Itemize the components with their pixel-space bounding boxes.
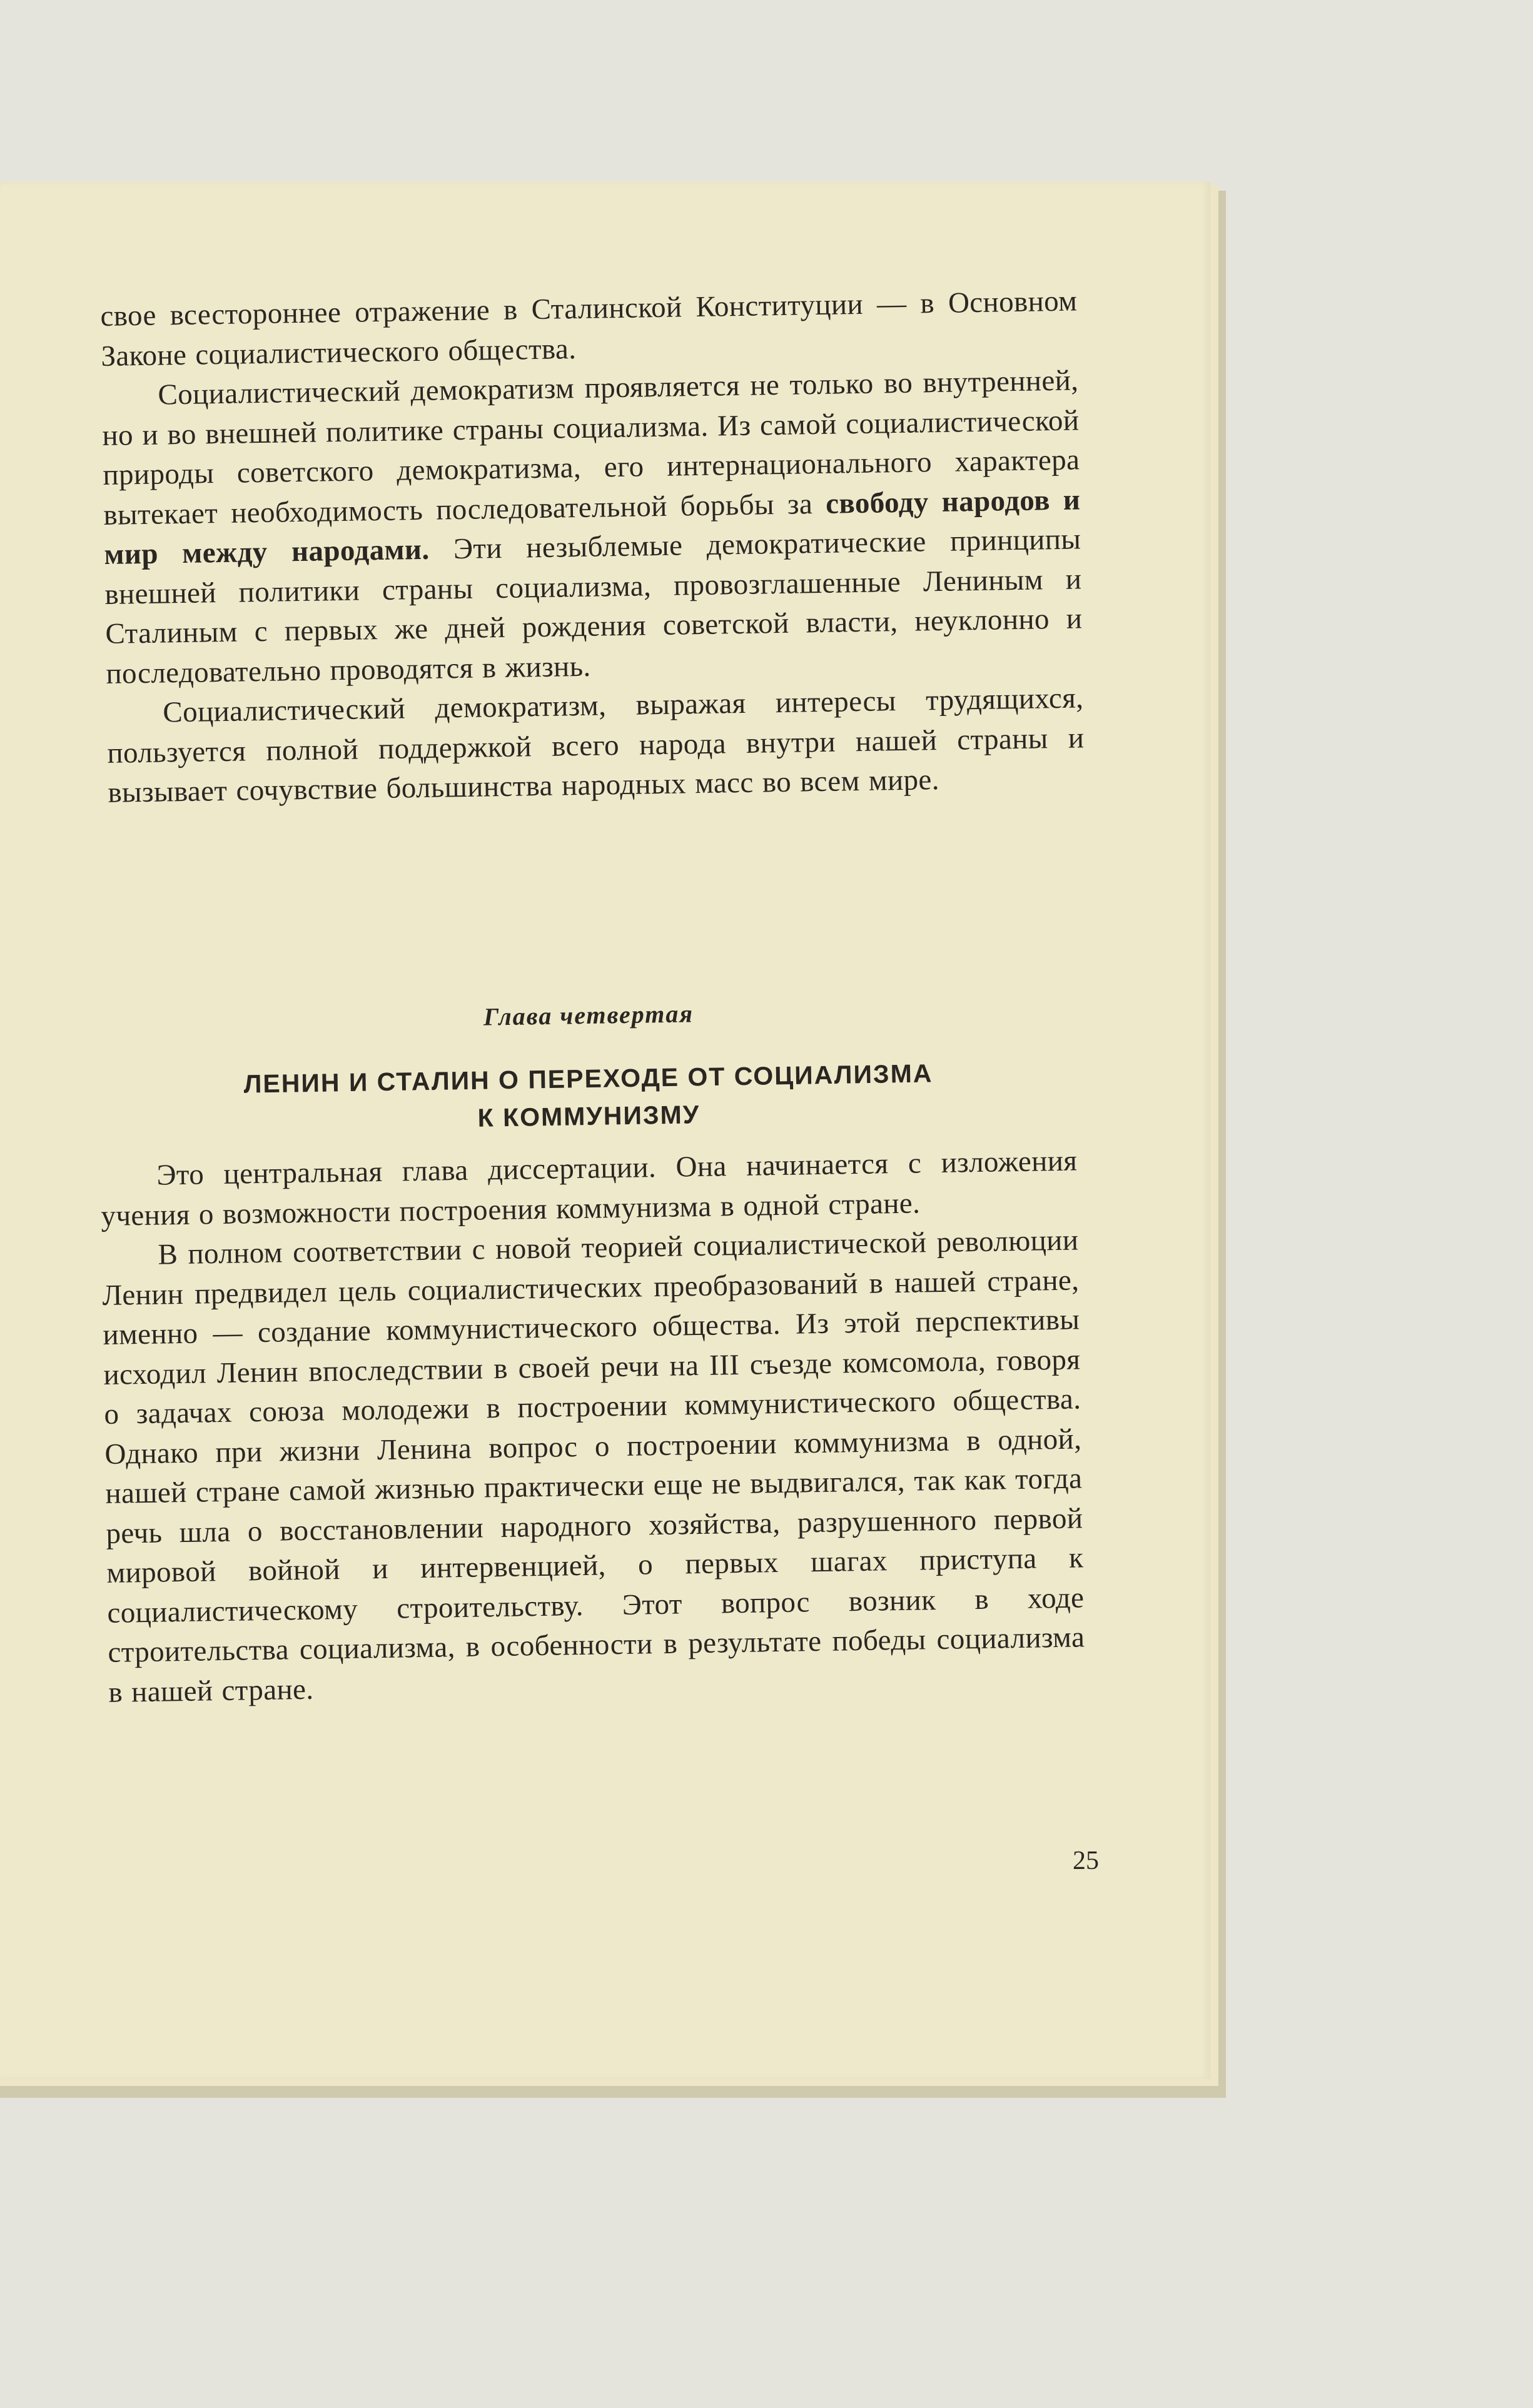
chapter-title-line2: К КОММУНИЗМУ — [477, 1100, 701, 1132]
bold-text: свободу народов и мир между народами. — [104, 483, 1081, 571]
text-run: Это центральная глава диссертации. Она начинается с изложения учения о возможности построения коммунизма в одной стране. — [101, 1144, 1078, 1232]
paragraph — [100, 281, 1078, 376]
paragraph — [101, 361, 1083, 693]
text-block-bottom — [100, 1141, 1086, 1712]
chapter-title-line1: ЛЕНИН И СТАЛИН О ПЕРЕХОДЕ ОТ СОЦИАЛИЗМА — [243, 1059, 933, 1099]
text-run: В полном соответствии с новой теорией социалистической революции Ленин предвидел цель социалистических преобразований в нашей стране, именно — создание коммунистического общества. Из этой перспективы исходил Ленин впоследствии в своей речи на III съезде комсомола, говоря о задачах союза молодежи в построении коммунистического общества. Однако при жизни Ленина вопрос о построении коммунизма в одной, нашей стране самой жизнью практически еще не выдвигался, так как тогда речь шла о восстановлении народного хозяйства, разрушенного первой мировой войной и интервенцией, о первых шагах приступа к социалистическому строительству. Этот вопрос возник в ходе строительства социализма, в особенности в результате победы социализма в нашей стране. — [102, 1224, 1085, 1709]
text-block-top — [100, 281, 1085, 813]
text-run: Социалистический демократизм проявляется не только во внутренней, но и во внешней политике страны социализма. Из самой социалистической природы советского демократизма, его интернационального характера вытекает необходимость последовательной борьбы за — [102, 364, 1080, 531]
text-run: свое всестороннее отражение в Сталинской Конституции — в Основном Законе социалистического общества. — [100, 285, 1078, 373]
paragraph — [100, 1141, 1078, 1236]
chapter-label: Глава четвертая — [483, 999, 694, 1031]
text-run: Эти незыблемые демократические принципы внешней политики страны социализма, провозглашенные Лениным и Сталиным с первых же дней рождения советской власти, неуклонно и последовательно проводятся в жизнь. — [104, 523, 1083, 690]
text-run: Социалистический демократизм, выражая интересы трудящихся, пользуется полной поддержкой всего народа внутри нашей страны и вызывает сочувствие большинства народных масс во всем мире. — [107, 682, 1085, 809]
page-number: 25 — [1073, 1846, 1099, 1875]
chapter-title — [99, 1052, 1078, 1143]
paragraph — [101, 1221, 1086, 1712]
paragraph — [106, 678, 1085, 813]
